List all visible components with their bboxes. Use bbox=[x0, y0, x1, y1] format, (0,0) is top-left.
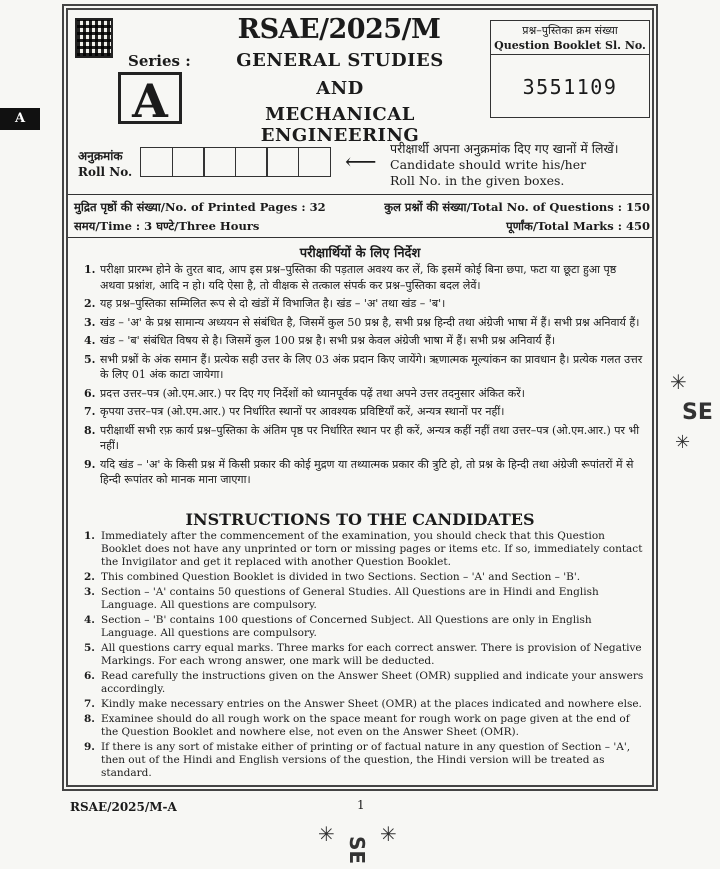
instruction-text: खंड – 'अ' के प्रश्न सामान्य अध्ययन से संबंधित है, जिसमें कुल 50 प्रश्न है, सभी प्रश्न हिन्दी तथा अंग्रेजी भाषा में हैं। सभी प्रश्न अनिवार्य हैं। bbox=[100, 315, 640, 329]
instruction-text: If there is any sort of mistake either of printing or of factual nature in any question of Section – 'A', then out of the Hindi and English versions of the question, the Hindi version will be treated as standard. bbox=[101, 741, 631, 779]
hindi-instruction-item bbox=[84, 262, 644, 293]
instruction-number: 8. bbox=[84, 713, 95, 725]
subject-line-1: GENERAL STUDIES bbox=[236, 50, 444, 71]
qr-code bbox=[75, 18, 113, 58]
english-instruction-item bbox=[84, 741, 646, 780]
english-instruction-item bbox=[84, 670, 646, 696]
english-instruction-item bbox=[84, 571, 646, 584]
hindi-instruction-item bbox=[84, 296, 644, 312]
roll-digit-box[interactable] bbox=[203, 147, 236, 177]
instruction-text: Examinee should do all rough work on the space meant for rough work on page given at the end of the Question Booklet and nowhere else, not even on the Answer Sheet (OMR). bbox=[101, 713, 630, 738]
instruction-number: 3. bbox=[84, 586, 95, 598]
booklet-serial-box bbox=[490, 20, 650, 118]
hindi-instructions-list bbox=[84, 262, 644, 491]
english-instruction-item bbox=[84, 614, 646, 640]
booklet-serial-header bbox=[491, 21, 649, 55]
instruction-text: कृपया उत्तर–पत्र (ओ.एम.आर.) पर निर्धारित स्थानों पर आवश्यक प्रविष्टियाँ करें, अन्यत्र स्थानों पर नहीं। bbox=[100, 405, 505, 418]
instruction-text: This combined Question Booklet is divided in two Sections. Section – 'A' and Section – 'B'. bbox=[101, 571, 581, 583]
roll-number-boxes[interactable] bbox=[140, 147, 329, 177]
instruction-number: 5. bbox=[84, 642, 95, 654]
instruction-text: यदि खंड – 'अ' के किसी प्रश्न में किसी प्रकार की कोई मुद्रण या तथ्यात्मक प्रकार की त्रुटि हो, तो प्रश्न के हिन्दी तथा अंग्रेजी रूपांतरों में से हिन्दी रूपांतर को मानक माना जाएगा। bbox=[100, 457, 634, 486]
asterisk-stamp-icon: ✳ bbox=[318, 822, 335, 846]
printed-pages: मुद्रित पृष्ठों की संख्या/No. of Printed Pages : 32 bbox=[74, 200, 326, 214]
roll-digit-box[interactable] bbox=[266, 147, 299, 177]
instruction-number: 6. bbox=[84, 670, 95, 682]
hindi-instruction-item bbox=[84, 457, 644, 488]
english-instruction-item bbox=[84, 586, 646, 612]
instruction-number: 9. bbox=[84, 741, 95, 753]
footer-exam-code: RSAE/2025/M-A bbox=[70, 800, 177, 814]
roll-digit-box[interactable] bbox=[235, 147, 268, 177]
hindi-instruction-item bbox=[84, 315, 644, 331]
instruction-number: 7. bbox=[84, 405, 96, 418]
instruction-number: 1. bbox=[84, 530, 95, 542]
hindi-instruction-item bbox=[84, 386, 644, 402]
hindi-instruction-item bbox=[84, 423, 644, 454]
side-series-badge: A bbox=[0, 108, 40, 130]
total-marks: पूर्णांक/Total Marks : 450 bbox=[506, 219, 650, 233]
booklet-serial-label-hi: प्रश्न–पुस्तिका क्रम संख्या bbox=[522, 24, 618, 37]
roll-label-en: Roll No. bbox=[78, 165, 133, 179]
stamp-se-right: SE bbox=[682, 400, 713, 425]
instruction-text: All questions carry equal marks. Three marks for each correct answer. There is provision of Negative Markings. For each wrong answer, one mark will be deducted. bbox=[101, 642, 642, 667]
instruction-text: खंड – 'ब' संबंधित विषय से है। जिसमें कुल 100 प्रश्न है। सभी प्रश्न केवल अंग्रेजी भाषा में हैं। सभी प्रश्न अनिवार्य हैं। bbox=[100, 334, 556, 347]
page-number: 1 bbox=[357, 798, 365, 812]
hindi-instruction-item bbox=[84, 333, 644, 349]
english-instruction-item bbox=[84, 530, 646, 569]
total-questions: कुल प्रश्नों की संख्या/Total No. of Questions : 150 bbox=[384, 200, 650, 214]
instruction-number: 2. bbox=[84, 297, 96, 310]
hindi-instruction-item bbox=[84, 404, 644, 420]
roll-label bbox=[78, 148, 132, 180]
english-instructions-title: INSTRUCTIONS TO THE CANDIDATES bbox=[185, 510, 535, 529]
instruction-text: Section – 'B' contains 100 questions of Concerned Subject. All Questions are only in English Language. All questions are compulsory. bbox=[101, 614, 592, 639]
instruction-text: प्रदत्त उत्तर–पत्र (ओ.एम.आर.) पर दिए गए निर्देशों को ध्यानपूर्वक पढ़ें तथा अपने उत्तर तदनुसार अंकित करें। bbox=[100, 386, 525, 400]
roll-label-hi: अनुक्रमांक bbox=[78, 149, 123, 163]
instruction-number: 3. bbox=[84, 315, 96, 329]
exam-code-title: RSAE/2025/M bbox=[237, 14, 441, 45]
time-allowed: समय/Time : 3 घण्टे/Three Hours bbox=[74, 219, 260, 233]
instruction-number: 5. bbox=[84, 352, 96, 366]
asterisk-stamp-icon: ✳ bbox=[670, 370, 687, 394]
roll-note-hi: परीक्षार्थी अपना अनुक्रमांक दिए गए खानों में लिखें। bbox=[390, 141, 619, 156]
asterisk-stamp-icon: ✳ bbox=[380, 822, 397, 846]
english-instruction-item bbox=[84, 698, 646, 711]
roll-digit-box[interactable] bbox=[172, 147, 205, 177]
hindi-instructions-title: परीक्षार्थियों के लिए निर्देश bbox=[299, 246, 421, 261]
english-instruction-item bbox=[84, 713, 646, 739]
series-label: Series : bbox=[128, 52, 191, 70]
instruction-number: 4. bbox=[84, 614, 95, 626]
instruction-text: Kindly make necessary entries on the Answer Sheet (OMR) at the places indicated and nowhere else. bbox=[101, 698, 642, 710]
booklet-serial-number: 3551109 bbox=[522, 75, 618, 99]
asterisk-stamp-icon: ✳ bbox=[675, 432, 691, 453]
roll-digit-box[interactable] bbox=[140, 147, 173, 177]
instruction-text: सभी प्रश्नों के अंक समान हैं। प्रत्येक सही उत्तर के लिए 03 अंक प्रदान किए जायेंगे। ऋणात्मक मूल्यांकन का प्रावधान है। प्रत्येक गलत उत्तर के लिए 01 अंक काटा जायेगा। bbox=[100, 352, 643, 381]
instruction-number: 9. bbox=[84, 457, 96, 471]
roll-instruction bbox=[390, 141, 618, 189]
series-value: A bbox=[118, 72, 182, 124]
subject-line-3: MECHANICAL ENGINEERING bbox=[260, 104, 420, 146]
instruction-text: Immediately after the commencement of the examination, you should check that this Question Booklet does not have any unprinted or torn or missing pages or items etc. If so, immediately contact the Invigilator and get it replaced with another Question Booklet. bbox=[101, 530, 643, 568]
divider bbox=[68, 194, 652, 195]
roll-note-en-2: Roll No. in the given boxes. bbox=[390, 173, 565, 188]
subject-line-2: AND bbox=[316, 78, 364, 99]
instruction-number: 7. bbox=[84, 698, 95, 710]
english-instruction-item bbox=[84, 642, 646, 668]
left-arrow-icon: ⟵ bbox=[345, 150, 377, 175]
instruction-text: परीक्षा प्रारम्भ होने के तुरत बाद, आप इस प्रश्न–पुस्तिका की पड़ताल अवश्य कर लें, कि इसमें कोई बिना छपा, फटा या छूटा हुआ पृष्ठ अथवा प्रश्नांश, आदि न हो। यदि ऐसा है, तो वीक्षक से तत्काल संपर्क कर प्रश्न–पुस्तिका बदल लेवें। bbox=[100, 263, 617, 292]
roll-digit-box[interactable] bbox=[298, 147, 331, 177]
instruction-text: Read carefully the instructions given on the Answer Sheet (OMR) supplied and indicate your answers accordingly. bbox=[101, 670, 644, 695]
instruction-text: परीक्षार्थी सभी रफ़ कार्य प्रश्न–पुस्तिका के अंतिम पृष्ठ पर निर्धारित स्थान पर ही करें, अन्यत्र कहीं नहीं तथा उत्तर–पत्र (ओ.एम.आर.) पर भी नहीं। bbox=[100, 423, 640, 452]
booklet-serial-label-en: Question Booklet Sl. No. bbox=[494, 39, 646, 52]
instruction-number: 2. bbox=[84, 571, 95, 583]
instruction-number: 8. bbox=[84, 423, 96, 437]
roll-note-en-1: Candidate should write his/her bbox=[390, 157, 587, 172]
instruction-number: 1. bbox=[84, 263, 96, 276]
instruction-text: Section – 'A' contains 50 questions of General Studies. All Questions are in Hindi and English Language. All questions are compulsory. bbox=[101, 586, 599, 611]
stamp-se-bottom: SE bbox=[345, 835, 370, 865]
divider bbox=[68, 237, 652, 238]
english-instructions-list bbox=[84, 530, 646, 782]
hindi-instruction-item bbox=[84, 352, 644, 383]
instruction-number: 6. bbox=[84, 386, 96, 400]
instruction-number: 4. bbox=[84, 334, 96, 347]
instruction-text: यह प्रश्न–पुस्तिका सम्मिलित रूप से दो खंडों में विभाजित है। खंड – 'अ' तथा खंड – 'ब'। bbox=[100, 297, 446, 310]
